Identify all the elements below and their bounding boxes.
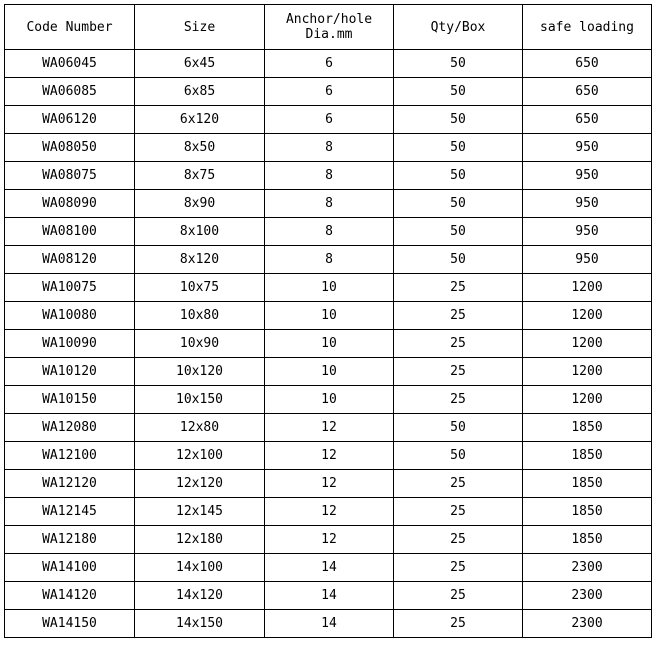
table-row <box>5 414 652 442</box>
table-row <box>5 246 652 274</box>
cell-qty-box: 25 <box>394 554 523 582</box>
cell-code-number: WA08075 <box>5 162 135 190</box>
cell-size: 8x90 <box>135 190 265 218</box>
cell-code-number: WA14100 <box>5 554 135 582</box>
cell-qty-box: 25 <box>394 582 523 610</box>
cell-safe-loading: 650 <box>523 50 652 78</box>
cell-code-number: WA14150 <box>5 610 135 638</box>
cell-safe-loading: 1850 <box>523 470 652 498</box>
cell-qty-box: 25 <box>394 274 523 302</box>
cell-anchor-dia: 8 <box>265 246 394 274</box>
cell-code-number: WA12100 <box>5 442 135 470</box>
cell-anchor-dia: 12 <box>265 526 394 554</box>
cell-qty-box: 50 <box>394 78 523 106</box>
cell-code-number: WA06120 <box>5 106 135 134</box>
cell-size: 10x120 <box>135 358 265 386</box>
cell-anchor-dia: 10 <box>265 330 394 358</box>
cell-anchor-dia: 6 <box>265 50 394 78</box>
table-row <box>5 498 652 526</box>
header-safe-loading: safe loading <box>523 5 652 50</box>
cell-size: 10x90 <box>135 330 265 358</box>
cell-safe-loading: 2300 <box>523 582 652 610</box>
table-row <box>5 470 652 498</box>
table-row <box>5 50 652 78</box>
table-row <box>5 582 652 610</box>
cell-size: 12x80 <box>135 414 265 442</box>
cell-qty-box: 25 <box>394 386 523 414</box>
cell-code-number: WA10090 <box>5 330 135 358</box>
cell-size: 6x85 <box>135 78 265 106</box>
cell-anchor-dia: 10 <box>265 274 394 302</box>
product-spec-table <box>4 4 652 638</box>
cell-safe-loading: 1850 <box>523 414 652 442</box>
cell-code-number: WA14120 <box>5 582 135 610</box>
header-anchor-line2: Dia.mm <box>305 27 353 42</box>
cell-size: 8x120 <box>135 246 265 274</box>
cell-size: 8x50 <box>135 134 265 162</box>
cell-qty-box: 50 <box>394 190 523 218</box>
cell-anchor-dia: 10 <box>265 302 394 330</box>
header-anchor-hole-dia <box>265 5 394 50</box>
table-row <box>5 358 652 386</box>
cell-qty-box: 50 <box>394 106 523 134</box>
cell-safe-loading: 1200 <box>523 330 652 358</box>
header-anchor-line1: Anchor/hole <box>285 12 373 27</box>
table-row <box>5 274 652 302</box>
cell-anchor-dia: 10 <box>265 386 394 414</box>
cell-anchor-dia: 6 <box>265 78 394 106</box>
cell-size: 12x180 <box>135 526 265 554</box>
table-row <box>5 442 652 470</box>
header-qty-box: Qty/Box <box>394 5 523 50</box>
cell-qty-box: 25 <box>394 498 523 526</box>
cell-safe-loading: 950 <box>523 134 652 162</box>
table-row <box>5 386 652 414</box>
cell-anchor-dia: 12 <box>265 470 394 498</box>
table-row <box>5 106 652 134</box>
cell-anchor-dia: 8 <box>265 190 394 218</box>
cell-qty-box: 25 <box>394 302 523 330</box>
header-size: Size <box>135 5 265 50</box>
header-row <box>5 5 652 50</box>
table-row <box>5 190 652 218</box>
cell-safe-loading: 650 <box>523 106 652 134</box>
table-row <box>5 218 652 246</box>
cell-safe-loading: 1200 <box>523 274 652 302</box>
cell-anchor-dia: 8 <box>265 134 394 162</box>
cell-anchor-dia: 12 <box>265 498 394 526</box>
cell-size: 10x150 <box>135 386 265 414</box>
cell-qty-box: 25 <box>394 470 523 498</box>
cell-size: 14x100 <box>135 554 265 582</box>
cell-anchor-dia: 14 <box>265 582 394 610</box>
cell-size: 10x75 <box>135 274 265 302</box>
cell-code-number: WA10120 <box>5 358 135 386</box>
cell-size: 6x120 <box>135 106 265 134</box>
cell-qty-box: 25 <box>394 358 523 386</box>
cell-code-number: WA08050 <box>5 134 135 162</box>
cell-qty-box: 50 <box>394 246 523 274</box>
cell-size: 8x100 <box>135 218 265 246</box>
table-row <box>5 162 652 190</box>
table-row <box>5 554 652 582</box>
cell-code-number: WA08090 <box>5 190 135 218</box>
cell-qty-box: 25 <box>394 610 523 638</box>
cell-code-number: WA12145 <box>5 498 135 526</box>
cell-code-number: WA12080 <box>5 414 135 442</box>
cell-qty-box: 50 <box>394 442 523 470</box>
table-row <box>5 330 652 358</box>
cell-size: 14x150 <box>135 610 265 638</box>
table-row <box>5 610 652 638</box>
cell-safe-loading: 950 <box>523 246 652 274</box>
table-body <box>5 50 652 638</box>
cell-anchor-dia: 12 <box>265 414 394 442</box>
cell-safe-loading: 950 <box>523 190 652 218</box>
cell-code-number: WA12180 <box>5 526 135 554</box>
cell-size: 12x100 <box>135 442 265 470</box>
cell-size: 8x75 <box>135 162 265 190</box>
cell-safe-loading: 1200 <box>523 386 652 414</box>
cell-qty-box: 50 <box>394 162 523 190</box>
header-code-number: Code Number <box>5 5 135 50</box>
table-row <box>5 526 652 554</box>
table-row <box>5 134 652 162</box>
cell-size: 14x120 <box>135 582 265 610</box>
cell-anchor-dia: 6 <box>265 106 394 134</box>
cell-safe-loading: 650 <box>523 78 652 106</box>
table-row <box>5 78 652 106</box>
cell-safe-loading: 1850 <box>523 526 652 554</box>
cell-safe-loading: 2300 <box>523 610 652 638</box>
cell-safe-loading: 1850 <box>523 442 652 470</box>
cell-anchor-dia: 14 <box>265 554 394 582</box>
table-row <box>5 302 652 330</box>
cell-size: 6x45 <box>135 50 265 78</box>
cell-anchor-dia: 12 <box>265 442 394 470</box>
cell-size: 12x145 <box>135 498 265 526</box>
cell-anchor-dia: 8 <box>265 218 394 246</box>
cell-qty-box: 25 <box>394 526 523 554</box>
cell-code-number: WA06045 <box>5 50 135 78</box>
cell-qty-box: 25 <box>394 330 523 358</box>
cell-anchor-dia: 10 <box>265 358 394 386</box>
cell-safe-loading: 2300 <box>523 554 652 582</box>
cell-qty-box: 50 <box>394 134 523 162</box>
cell-code-number: WA08120 <box>5 246 135 274</box>
cell-safe-loading: 1850 <box>523 498 652 526</box>
cell-code-number: WA10150 <box>5 386 135 414</box>
cell-size: 10x80 <box>135 302 265 330</box>
cell-safe-loading: 950 <box>523 162 652 190</box>
cell-code-number: WA06085 <box>5 78 135 106</box>
cell-safe-loading: 1200 <box>523 358 652 386</box>
cell-anchor-dia: 8 <box>265 162 394 190</box>
cell-size: 12x120 <box>135 470 265 498</box>
cell-safe-loading: 1200 <box>523 302 652 330</box>
cell-code-number: WA08100 <box>5 218 135 246</box>
cell-code-number: WA10075 <box>5 274 135 302</box>
cell-anchor-dia: 14 <box>265 610 394 638</box>
cell-code-number: WA12120 <box>5 470 135 498</box>
cell-qty-box: 50 <box>394 218 523 246</box>
cell-qty-box: 50 <box>394 414 523 442</box>
table-header <box>5 5 652 50</box>
cell-code-number: WA10080 <box>5 302 135 330</box>
cell-safe-loading: 950 <box>523 218 652 246</box>
cell-qty-box: 50 <box>394 50 523 78</box>
